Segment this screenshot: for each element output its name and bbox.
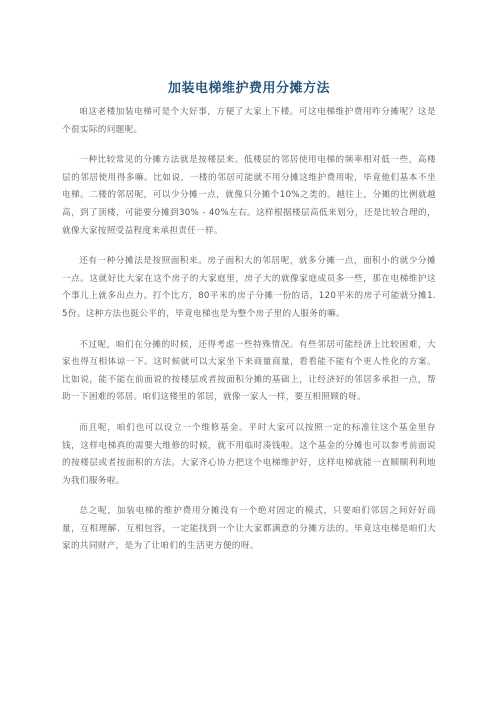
paragraph-6: 总之呢，加装电梯的维护费用分摊没有一个绝对固定的模式，只要咱们邻居之间好好商量，互相理解、互相包容，一定能找到一个让大家都满意的分摊方法的。毕竟这电梯是咱们大家的共同财产，是为了让咱们的生活更方便的呀。 [62,506,436,552]
paragraph-1: 咱这老楼加装电梯可是个大好事，方便了大家上下楼。可这电梯维护费用咋分摊呢？这是个很实际的问题呢。 [62,107,436,135]
paragraph-4: 不过呢，咱们在分摊的时候，还得考虑一些特殊情况。有些邻居可能经济上比较困难，大家也得互相体谅一下。这时候就可以大家坐下来商量商量，看看能不能有个更人性化的方案。比如说，能不能在前面说的按楼层或者按面积分摊的基础上，让经济好的邻居多承担一点，帮助一下困难的邻居。咱们这楼里的邻居，就像一家人一样，要互相照顾的呀。 [62,339,436,403]
paragraph-2: 一种比较常见的分摊方法就是按楼层来。低楼层的邻居使用电梯的频率相对低一些，高楼层的邻居使用得多嘛。比如说，一楼的邻居可能就不用分摊这维护费用啦，毕竟他们基本不坐电梯。二楼的邻居呢，可以少分摊一点，就像只分摊个10%之类的。越往上，分摊的比例就越高，到了顶楼，可能要分摊到30% - 40%左右。这样根据楼层高低来划分，还是比较合理的，就像大家按照受益程度来承担责任一样。 [62,155,436,236]
paragraph-5: 而且呢，咱们也可以设立一个维修基金。平时大家可以按照一定的标准往这个基金里存钱，这样电梯真的需要大维修的时候，就不用临时凑钱啦。这个基金的分摊也可以参考前面说的按楼层或者按面积的方法。大家齐心协力把这个电梯维护好，这样电梯就能一直顺顺利利地为我们服务啦。 [62,422,436,486]
document-page [62,80,436,569]
paragraph-3: 还有一种分摊法是按照面积来。房子面积大的邻居呢，就多分摊一点，面积小的就少分摊一点。这就好比大家在这个房子的大家庭里，房子大的就像家庭成员多一些，那在电梯维护这个事儿上就多出点力。打个比方，80平米的房子分摊一份的话，120平米的房子可能就分摊1.5份。这种方法也挺公平的，毕竟电梯也是为整个房子里的人服务的嘛。 [62,256,436,319]
document-title: 加装电梯维护费用分摊方法 [167,81,330,96]
